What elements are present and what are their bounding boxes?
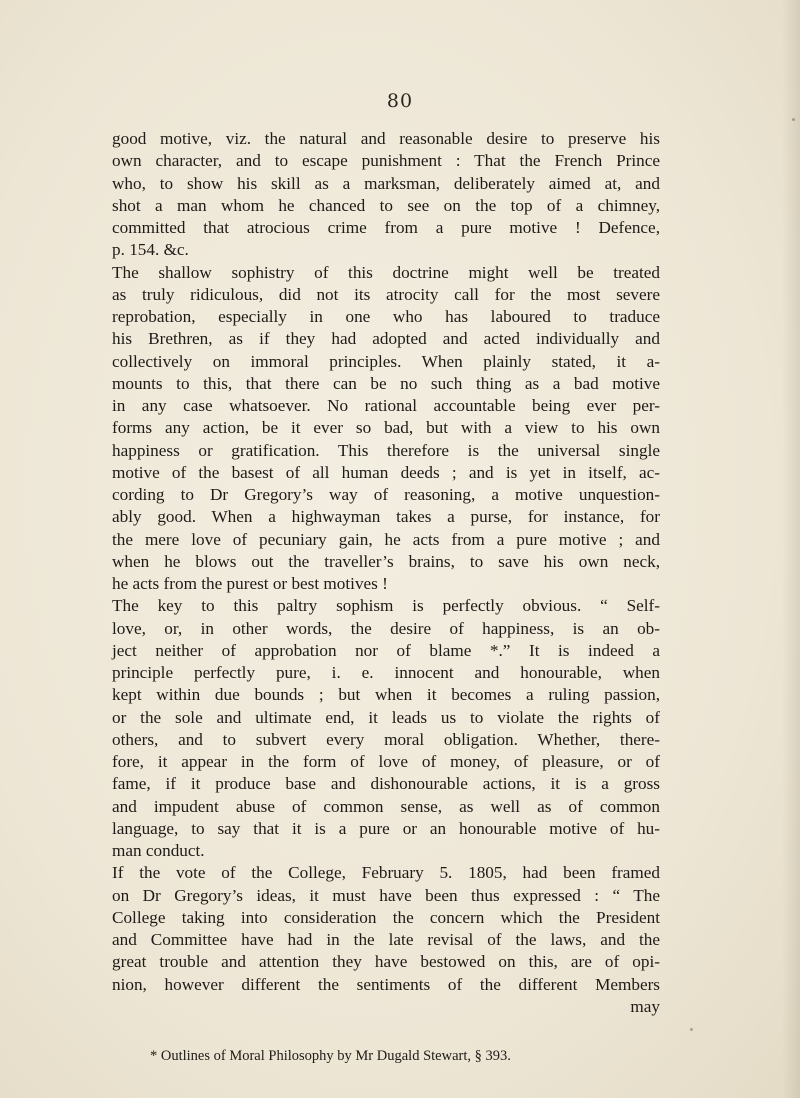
text-line: ably good. When a highwayman takes a purse, for instance, for bbox=[112, 507, 660, 527]
text-line: own character, and to escape punishment : That the French Prince bbox=[112, 151, 660, 171]
text-line: p. 154. &c. bbox=[112, 240, 189, 260]
text-line: he acts from the purest or best motives ! bbox=[112, 574, 388, 593]
text-line: love, or, in other words, the desire of happiness, is an ob- bbox=[112, 618, 660, 638]
text-line: collectively on immoral principles. When plainly stated, it a- bbox=[112, 351, 660, 371]
text-line: ject neither of approbation nor of blame *.” It is indeed a bbox=[112, 640, 660, 660]
text-line: in any case whatsoever. No rational accountable being ever per- bbox=[112, 396, 660, 415]
page-edge-shadow bbox=[782, 0, 800, 1098]
text-line: who, to show his skill as a marksman, deliberately aimed at, and bbox=[112, 173, 660, 193]
text-line: the mere love of pecuniary gain, he acts from a pure motive ; and bbox=[112, 529, 660, 549]
text-line: happiness or gratification. This therefore is the universal single bbox=[112, 440, 660, 460]
catchword: may bbox=[630, 996, 660, 1016]
text-line: man conduct. bbox=[112, 841, 205, 860]
text-line: committed that atrocious crime from a pure motive ! Defence, bbox=[112, 218, 660, 237]
text-line: good motive, viz. the natural and reasonable desire to preserve his bbox=[112, 129, 660, 148]
text-line: others, and to subvert every moral obligation. Whether, there- bbox=[112, 729, 660, 749]
text-line: nion, however different the sentiments of the different Members bbox=[112, 974, 660, 994]
text-line: when he blows out the traveller’s brains, to save his own neck, bbox=[112, 551, 660, 571]
text-line: and Committee have had in the late revisal of the laws, and the bbox=[112, 930, 660, 949]
text-line: fore, it appear in the form of love of money, of pleasure, or of bbox=[112, 752, 660, 771]
text-line: great trouble and attention they have bestowed on this, are of opi- bbox=[112, 952, 660, 972]
text-line: If the vote of the College, February 5. 1805, had been framed bbox=[112, 863, 660, 883]
text-line: and impudent abuse of common sense, as well as of common bbox=[112, 796, 660, 816]
text-line: motive of the basest of all human deeds ; and is yet in itself, ac- bbox=[112, 462, 660, 482]
text-line: as truly ridiculous, did not its atrocity call for the most severe bbox=[112, 284, 660, 304]
text-line: cording to Dr Gregory’s way of reasoning, a motive unquestion- bbox=[112, 485, 660, 504]
text-line: kept within due bounds ; but when it becomes a ruling passion, bbox=[112, 685, 660, 705]
text-line: The key to this paltry sophism is perfectly obvious. “ Self- bbox=[112, 596, 660, 616]
text-line: reprobation, especially in one who has laboured to traduce bbox=[112, 307, 660, 326]
text-line: his Brethren, as if they had adopted and acted individually and bbox=[112, 329, 660, 349]
text-line: The shallow sophistry of this doctrine might well be treated bbox=[112, 262, 660, 282]
text-line: on Dr Gregory’s ideas, it must have been thus expressed : “ The bbox=[112, 885, 660, 905]
text-line: principle perfectly pure, i. e. innocent and honourable, when bbox=[112, 663, 660, 682]
text-line: shot a man whom he chanced to see on the top of a chimney, bbox=[112, 195, 660, 215]
paper-speck bbox=[792, 118, 795, 121]
body-text bbox=[112, 128, 660, 1018]
text-line: mounts to this, that there can be no such thing as a bad motive bbox=[112, 373, 660, 393]
paper-speck bbox=[690, 1028, 693, 1031]
text-line: forms any action, be it ever so bad, but with a view to his own bbox=[112, 418, 660, 438]
footnote: * Outlines of Moral Philosophy by Mr Dugald Stewart, § 393. bbox=[150, 1048, 511, 1064]
text-line: or the sole and ultimate end, it leads us to violate the rights of bbox=[112, 707, 660, 727]
text-line: fame, if it produce base and dishonourable actions, it is a gross bbox=[112, 774, 660, 794]
text-line: language, to say that it is a pure or an honourable motive of hu- bbox=[112, 818, 660, 838]
page-number: 80 bbox=[386, 90, 414, 112]
text-line: College taking into consideration the concern which the President bbox=[112, 907, 660, 927]
